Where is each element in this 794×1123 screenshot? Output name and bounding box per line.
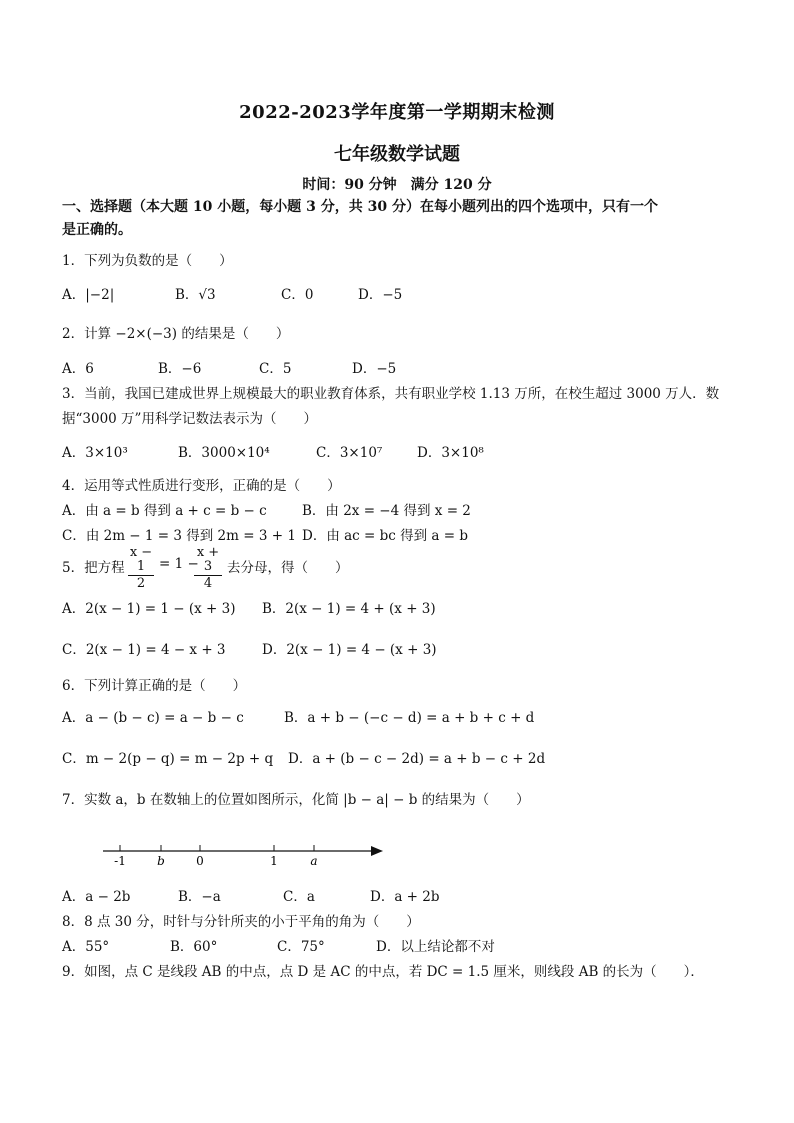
- q5-fraction-2: [194, 546, 222, 591]
- q4-option-d: D．由 ac = bc 得到 a = b: [302, 528, 468, 544]
- question-8-stem: 8．8 点 30 分，时针与分针所夹的小于平角的角为（ ）: [62, 914, 420, 930]
- q2-option-a: A．6: [62, 361, 94, 377]
- q8-option-b: B．60°: [170, 939, 218, 955]
- q7-option-c: C．a: [283, 889, 315, 905]
- q6-option-c: C．m − 2(p − q) = m − 2p + q: [62, 751, 274, 767]
- q2-option-b: B．−6: [158, 361, 202, 377]
- question-9-stem: 9．如图，点 C 是线段 AB 的中点，点 D 是 AC 的中点，若 DC = 1.5 厘米，则线段 AB 的长为（ ）．: [62, 964, 704, 980]
- q5-option-b: B．2(x − 1) = 4 + (x + 3): [262, 601, 436, 617]
- section-heading-line1: 一、选择题（本大题 10 小题，每小题 3 分，共 30 分）在每小题列出的四个选项中，只有一个: [62, 199, 658, 215]
- q5-frac1-denominator: 2: [136, 576, 146, 591]
- q4-option-a: A．由 a = b 得到 a + c = b − c: [62, 503, 267, 519]
- question-6-stem: 6．下列计算正确的是（ ）: [62, 678, 247, 694]
- q7-option-d: D．a + 2b: [370, 889, 440, 905]
- q3-option-c: C．3×10⁷: [316, 445, 383, 461]
- label-1: 1: [270, 854, 278, 868]
- question-3-stem-line1: 3．当前，我国已建成世界上规模最大的职业教育体系，共有职业学校 1.13 万所，在校生超过 3000 万人．数: [62, 386, 720, 402]
- q8-option-d: D．以上结论都不对: [376, 939, 495, 955]
- exam-time-info: 时间：90 分钟 满分 120 分: [302, 177, 492, 193]
- exam-title: 2022-2023学年度第一学期期末检测: [239, 102, 555, 123]
- q7-option-a: A．a − 2b: [62, 889, 131, 905]
- number-line-arrow-icon: [371, 846, 383, 856]
- question-5-prefix: 5．把方程: [62, 560, 125, 576]
- q5-frac2-denominator: 4: [203, 576, 213, 591]
- q7-option-b: B．−a: [178, 889, 221, 905]
- q8-option-a: A．55°: [62, 939, 110, 955]
- q1-option-d: D．−5: [358, 287, 403, 303]
- q5-option-c: C．2(x − 1) = 4 − x + 3: [62, 642, 226, 658]
- q6-option-d: D．a + (b − c − 2d) = a + b − c + 2d: [288, 751, 546, 767]
- q4-option-b: B．由 2x = −4 得到 x = 2: [302, 503, 471, 519]
- q8-option-c: C．75°: [277, 939, 325, 955]
- q5-fraction-1: [128, 546, 154, 591]
- question-4-stem: 4．运用等式性质进行变形，正确的是（ ）: [62, 478, 341, 494]
- label-b: b: [157, 854, 165, 868]
- q2-option-c: C．5: [259, 361, 292, 377]
- q3-option-b: B．3000×10⁴: [178, 445, 270, 461]
- q5-equation-mid: = 1 −: [159, 556, 199, 572]
- q6-option-b: B．a + b − (−c − d) = a + b + c + d: [284, 710, 535, 726]
- q4-option-c: C．由 2m − 1 = 3 得到 2m = 3 + 1: [62, 528, 296, 544]
- question-1-stem: 1．下列为负数的是（ ）: [62, 253, 233, 269]
- question-3-stem-line2: 据“3000 万”用科学记数法表示为（ ）: [62, 411, 317, 427]
- label-neg1: -1: [114, 854, 126, 868]
- question-5-suffix: 去分母，得（ ）: [227, 560, 349, 576]
- q5-option-d: D．2(x − 1) = 4 − (x + 3): [262, 642, 437, 658]
- label-a: a: [310, 854, 318, 868]
- q3-option-d: D．3×10⁸: [417, 445, 484, 461]
- q1-option-a: A．|−2|: [62, 287, 115, 303]
- section-heading-line2: 是正确的。: [62, 222, 132, 238]
- number-line-figure: [95, 836, 390, 870]
- q6-option-a: A．a − (b − c) = a − b − c: [62, 710, 244, 726]
- q1-option-c: C．0: [281, 287, 314, 303]
- question-2-stem: 2．计算 −2×(−3) 的结果是（ ）: [62, 326, 290, 342]
- q5-option-a: A．2(x − 1) = 1 − (x + 3): [62, 601, 236, 617]
- label-0: 0: [196, 854, 204, 868]
- q5-frac1-numerator: x − 1: [129, 545, 153, 574]
- q3-option-a: A．3×10³: [62, 445, 128, 461]
- question-7-stem: 7．实数 a，b 在数轴上的位置如图所示，化简 |b − a| − b 的结果为（ ）: [62, 792, 530, 808]
- q1-option-b: B．√3: [175, 287, 216, 303]
- q2-option-d: D．−5: [352, 361, 397, 377]
- q5-frac2-numerator: x + 3: [196, 545, 220, 574]
- exam-subtitle: 七年级数学试题: [334, 144, 460, 165]
